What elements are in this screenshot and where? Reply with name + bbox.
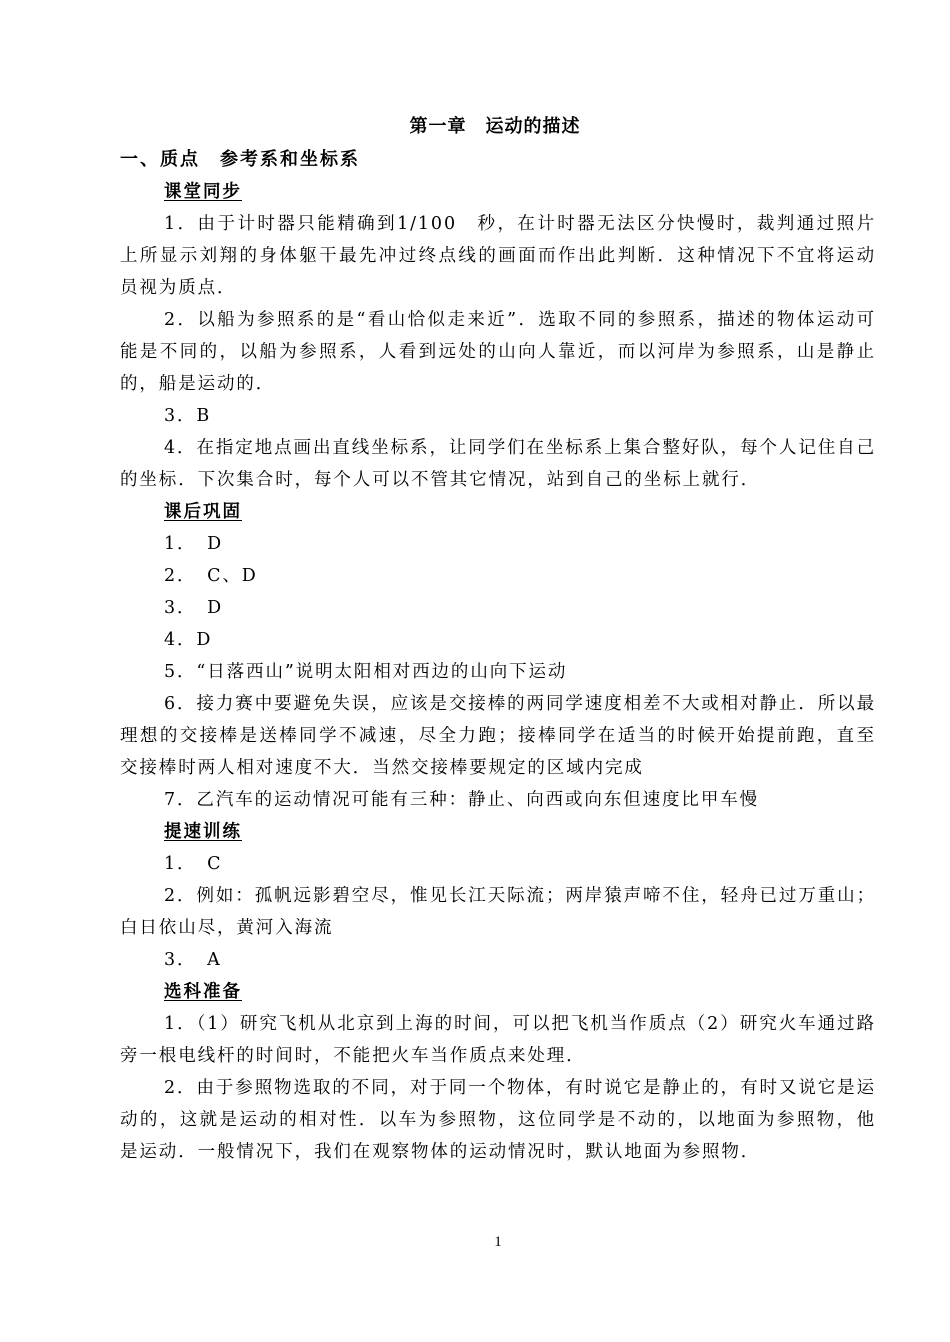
answer-content <box>120 176 876 1168</box>
answer-item: 5．“日落西山”说明太阳相对西边的山向下运动 <box>164 662 568 682</box>
section-title: 一、质点 参考系和坐标系 <box>120 149 360 170</box>
subheading-classwork: 课堂同步 <box>164 182 242 202</box>
answer-item: 3． D <box>164 598 224 618</box>
answer-paragraph: 1．（1）研究飞机从北京到上海的时间，可以把飞机当作质点（2）研究火车通过路旁一根电线杆的时间时，不能把火车当作质点来处理． <box>120 1014 876 1066</box>
answer-item: 3． A <box>164 950 222 970</box>
subheading-homework: 课后巩固 <box>164 502 242 522</box>
chapter-title: 第一章 运动的描述 <box>409 116 581 137</box>
answer-paragraph: 4．在指定地点画出直线坐标系，让同学们在坐标系上集合整好队，每个人记住自己的坐标．下次集合时，每个人可以不管其它情况，站到自己的坐标上就行． <box>120 438 876 490</box>
answer-paragraph: 2．由于参照物选取的不同，对于同一个物体，有时说它是静止的，有时又说它是运动的，这就是运动的相对性．以车为参照物，这位同学是不动的，以地面为参照物，他是运动．一般情况下，我们在观察物体的运动情况时，默认地面为参照物． <box>120 1078 876 1162</box>
answer-paragraph: 2．以船为参照系的是“看山恰似走来近”．选取不同的参照系，描述的物体运动可能是不同的，以船为参照系，人看到远处的山向人靠近，而以河岸为参照系，山是静止的，船是运动的． <box>120 310 876 394</box>
page-number: 1 <box>494 1234 502 1250</box>
answer-paragraph: 2．例如：孤帆远影碧空尽，惟见长江天际流；两岸猿声啼不住，轻舟已过万重山；白日依山尽，黄河入海流 <box>120 886 876 938</box>
answer-item: 1． C <box>164 854 223 874</box>
answer-item: 1． D <box>164 534 224 554</box>
answer-item: 2． C、D <box>164 566 258 586</box>
subheading-speedup: 提速训练 <box>164 822 242 842</box>
answer-item: 7．乙汽车的运动情况可能有三种：静止、向西或向东但速度比甲车慢 <box>164 790 760 810</box>
answer-item: 4．D <box>164 630 213 650</box>
answer-item: 3．B <box>164 406 212 426</box>
subheading-elective: 选科准备 <box>164 982 242 1002</box>
answer-paragraph: 6．接力赛中要避免失误，应该是交接棒的两同学速度相差不大或相对静止．所以最理想的交接棒是送棒同学不减速，尽全力跑；接棒同学在适当的时候开始提前跑，直至交接棒时两人相对速度不大．当然交接棒要规定的区域内完成 <box>120 694 876 778</box>
answer-paragraph: 1．由于计时器只能精确到1/100 秒，在计时器无法区分快慢时，裁判通过照片上所显示刘翔的身体躯干最先冲过终点线的画面而作出此判断．这种情况下不宜将运动员视为质点． <box>120 214 876 298</box>
